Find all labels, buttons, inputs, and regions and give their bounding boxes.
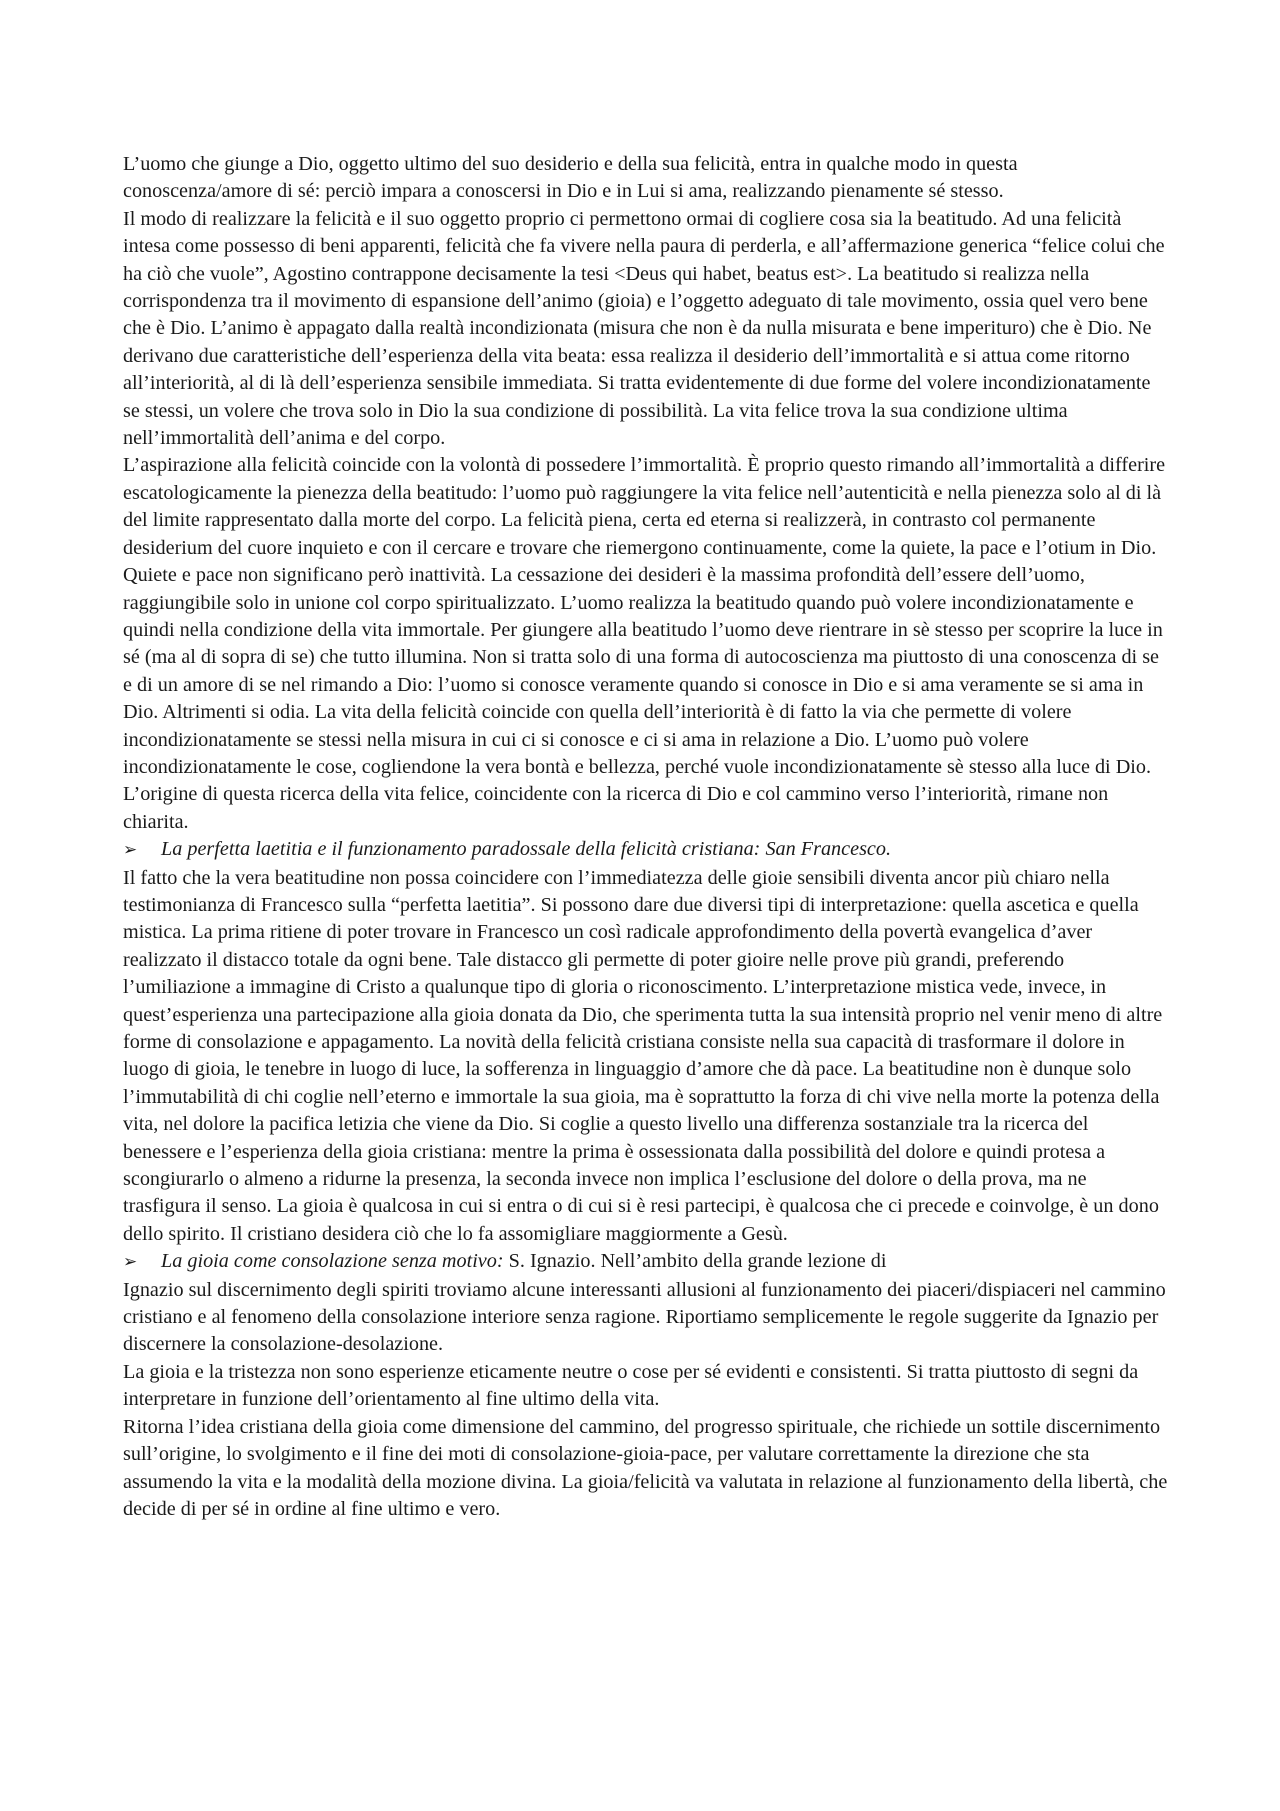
paragraph-immortalita: L’aspirazione alla felicità coincide con la volontà di possedere l’immortalità. È proprio questo rimando all’immortalità a differire escatologicamente la pienezza della beatitudo: l’uomo può raggiungere la vita felice nell’autenticità e nella pienezza solo al di là del limite rappresentato dalla morte del corpo. La felicità piena, certa ed eterna si realizzerà, in contrasto col permanente desiderium del cuore inquieto e con il cercare e trovare che riemergono continuamente, come la quiete, la pace e l’otium in Dio. Quiete e pace non significano però inattività. La cessazione dei desideri è la massima profondità dell’essere dell’uomo, raggiungibile solo in unione col corpo spiritualizzato. L’uomo realizza la beatitudo quando può volere incondizionatamente e quindi nella condizione della vita immortale. Per giungere alla beatitudo l’uomo deve rientrare in sè stesso per scoprire la luce in sé (ma al di sopra di se) che tutto illumina. Non si tratta solo di una forma di autocoscienza ma piuttosto di una conoscenza di se e di un amore di se nel rimando a Dio: l’uomo si conosce veramente quando si conosce in Dio e si ama veramente se si ama in Dio. Altrimenti si odia. La vita della felicità coincide con quella dell’interiorità è di fatto la via che permette di volere incondizionatamente se stessi nella misura in cui ci si conosce e ci si ama in relazione a Dio. L’uomo può volere incondizionatamente le cose, cogliendone la vera bontà e bellezza, perché vuole incondizionatamente sè stesso alla luce di Dio. L’origine di questa ricerca della vita felice, coincidente con la ricerca di Dio e col cammino verso l’interiorità, rimane non chiarita.: [123, 454, 1166, 833]
paragraph-gioia-tristezza: La gioia e la tristezza non sono esperienze eticamente neutre o cose per sé evidenti e consistenti. Si tratta piuttosto di segni da interpretare in funzione dell’orientamento al fine ultimo della vita.: [123, 1360, 1139, 1411]
bullet-ignazio: [123, 1248, 1168, 1276]
paragraph-conclusione: Ritorna l’idea cristiana della gioia come dimensione del cammino, del progresso spirituale, che richiede un sottile discernimento sull’origine, lo svolgimento e il fine dei moti di consolazione-gioia-pace, per valutare correttamente la direzione che sta assumendo la vita e la modalità della mozione divina. La gioia/felicità va valutata in relazione al funzionamento della libertà, che decide di per sé in ordine al fine ultimo e vero.: [123, 1415, 1168, 1520]
bullet-san-francesco: [123, 836, 1168, 864]
arrow-bullet-icon: ➢: [123, 840, 138, 861]
document-page: [123, 151, 1168, 1523]
heading-san-francesco: La perfetta laetitia e il funzionamento paradossale della felicità cristiana: San Francesco.: [161, 838, 892, 861]
heading-ignazio: La gioia come consolazione senza motivo:: [161, 1250, 504, 1273]
arrow-bullet-icon: ➢: [123, 1252, 138, 1273]
heading-ignazio-rest: S. Ignazio. Nell’ambito della grande lezione di: [503, 1250, 887, 1273]
paragraph-beatitudo: Il modo di realizzare la felicità e il suo oggetto proprio ci permettono ormai di cogliere cosa sia la beatitudo. Ad una felicità intesa come possesso di beni apparenti, felicità che fa vivere nella paura di perderla, e all’affermazione generica “felice colui che ha ciò che vuole”, Agostino contrappone decisamente la tesi <Deus qui habet, beatus est>. La beatitudo si realizza nella corrispondenza tra il movimento di espansione dell’animo (gioia) e l’oggetto adeguato di tale movimento, ossia quel vero bene che è Dio. L’animo è appagato dalla realtà incondizionata (misura che non è da nulla misurata e bene imperituro) che è Dio. Ne derivano due caratteristiche dell’esperienza della vita beata: essa realizza il desiderio dell’immortalità e si attua come ritorno all’interiorità, al di là dell’esperienza sensibile immediata. Si tratta evidentemente di due forme del volere incondizionatamente se stessi, un volere che trova solo in Dio la sua condizione di possibilità. La vita felice trova la sua condizione ultima nell’immortalità dell’anima e del corpo.: [123, 207, 1165, 450]
paragraph-ignazio: Ignazio sul discernimento degli spiriti troviamo alcune interessanti allusioni al funzionamento dei piaceri/dispiaceri nel cammino cristiano e al fenomeno della consolazione interiore senza ragione. Riportiamo semplicemente le regole suggerite da Ignazio per discernere la consolazione-desolazione.: [123, 1278, 1166, 1356]
paragraph-francesco: Il fatto che la vera beatitudine non possa coincidere con l’immediatezza delle gioie sensibili diventa ancor più chiaro nella testimonianza di Francesco sulla “perfetta laetitia”. Si possono dare due diversi tipi di interpretazione: quella ascetica e quella mistica. La prima ritiene di poter trovare in Francesco un così radicale approfondimento della povertà evangelica d’aver realizzato il distacco totale da ogni bene. Tale distacco gli permette di poter gioire nelle prove più grandi, preferendo l’umiliazione a immagine di Cristo a qualunque tipo di gloria o riconoscimento. L’interpretazione mistica vede, invece, in quest’esperienza una partecipazione alla gioia donata da Dio, che sperimenta tutta la sua intensità proprio nel venir meno di altre forme di consolazione e appagamento. La novità della felicità cristiana consiste nella sua capacità di trasformare il dolore in luogo di gioia, le tenebre in luogo di luce, la sofferenza in linguaggio d’amore che dà pace. La beatitudine non è dunque solo l’immutabilità di chi coglie nell’eterno e immortale la sua gioia, ma è soprattutto la forza di chi vive nella morte la potenza della vita, nel dolore la pacifica letizia che viene da Dio. Si coglie a questo livello una differenza sostanziale tra la ricerca del benessere e l’esperienza della gioia cristiana: mentre la prima è ossessionata dalla possibilità del dolore e quindi protesa a scongiurarlo o almeno a ridurne la presenza, la seconda invece non implica l’esclusione del dolore o della prova, ma ne trasfigura il senso. La gioia è qualcosa in cui si entra o di cui si è resi partecipi, è qualcosa che ci precede e coinvolge, è un dono dello spirito. Il cristiano desidera ciò che lo fa assomigliare maggiormente a Gesù.: [123, 866, 1163, 1245]
bullet-ignazio-text: [161, 1248, 1168, 1275]
paragraph-intro: L’uomo che giunge a Dio, oggetto ultimo del suo desiderio e della sua felicità, entra in qualche modo in questa conoscenza/amore di sé: perciò impara a conoscersi in Dio e in Lui si ama, realizzando pienamente sé stesso.: [123, 153, 1018, 203]
